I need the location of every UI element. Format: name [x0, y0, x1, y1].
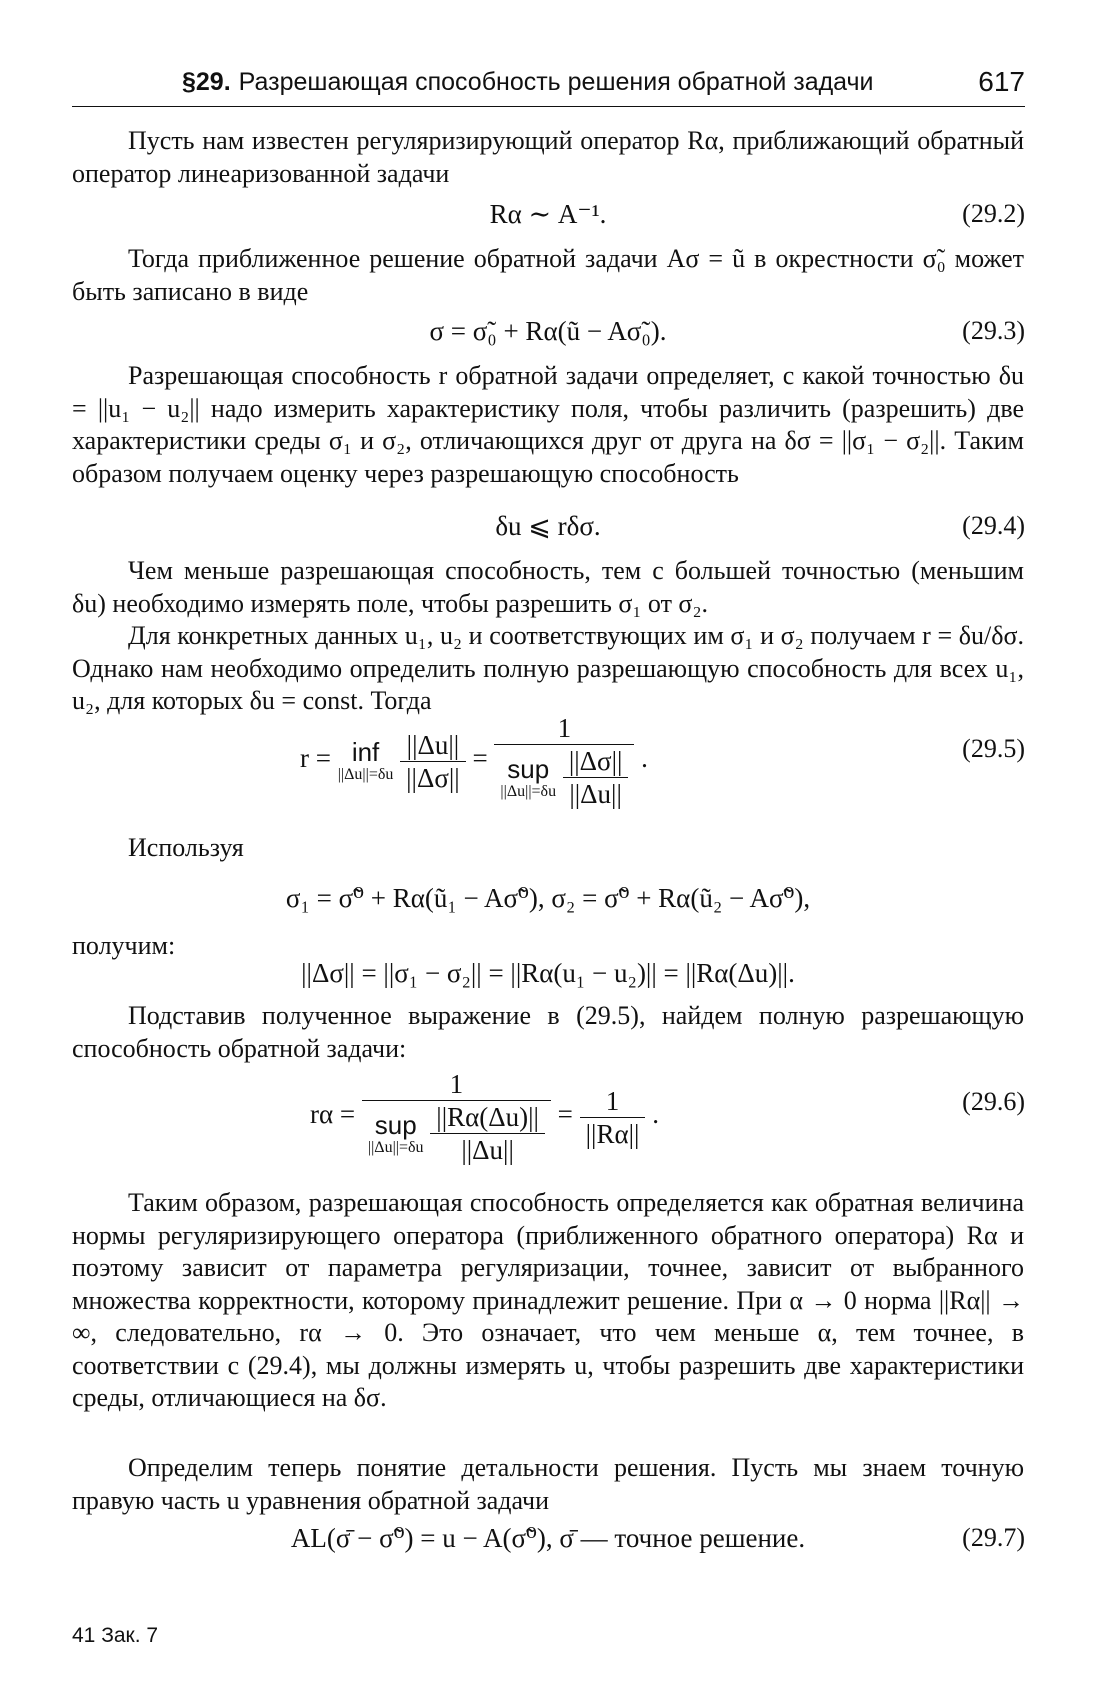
sup-operator: sup	[507, 753, 550, 784]
sup-subscript: ||Δu||=δu	[500, 782, 557, 800]
inner-fraction-numerator: ||Δσ||	[568, 746, 623, 776]
eq-29-6-denominator	[362, 1100, 551, 1166]
eq-29-6-inner-numerator: ||Rα(Δu)||	[436, 1102, 539, 1132]
eq-29-6-fraction-2-numerator: 1	[605, 1085, 620, 1116]
equation-29-4: δu ⩽ rδσ.	[495, 511, 601, 541]
paragraph-8: Подставив полученное выражение в (29.5), найдем полную разрешающую способность обратной задачи:	[72, 1001, 1024, 1063]
fraction-1-numerator: ||Δu||	[406, 729, 460, 760]
equation-number-29-7: (29.7)	[962, 1523, 1025, 1552]
equation-number-29-4: (29.4)	[962, 511, 1025, 540]
eq-29-6-fraction-2	[580, 1085, 646, 1150]
paragraph-5: Для конкретных данных u₁, u₂ и соответствующих им σ₁ и σ₂ получаем r = δu/δσ. Однако нам необходимо определить полную разрешающую способность для всех u₁, u₂, для которых δu = const. Тогда	[72, 621, 1024, 715]
running-head	[72, 66, 1025, 107]
paragraph-10: Определим теперь понятие детальности решения. Пусть мы знаем точную правую часть u уравнения обратной задачи	[72, 1453, 1024, 1515]
fraction-2-numerator: 1	[557, 713, 572, 743]
eq-29-5-fraction-1	[400, 729, 466, 794]
equation-29-6	[310, 1068, 659, 1166]
equation-sigma: σ₁ = σ̃⁰ + Rα(ũ₁ − Aσ̃⁰), σ₂ = σ̃⁰ + Rα(ũ₂ − Aσ̃⁰),	[285, 883, 811, 913]
eq-29-6-inner-fraction	[430, 1101, 545, 1166]
inf-subscript: ||Δu||=δu	[337, 766, 394, 783]
eq-29-6-fraction-1	[362, 1068, 551, 1166]
eq-29-6-inner-denominator: ||Δu||	[430, 1133, 545, 1166]
paragraph-1: Пусть нам известен регуляризирующий оператор Rα, приближающий обратный оператор линеаризованной задачи	[72, 126, 1024, 188]
sup-operator-block	[500, 755, 556, 801]
footer-signature: 41 Зак. 7	[72, 1624, 159, 1647]
eq-29-6-period: .	[652, 1099, 659, 1130]
equation-29-2: Rα ∼ A⁻¹.	[489, 199, 607, 229]
equation-norm: ||Δσ|| = ||σ₁ − σ₂|| = ||Rα(u₁ − u₂)|| = ||Rα(Δu)||.	[301, 958, 795, 988]
paragraph-7: получим:	[72, 931, 176, 960]
equation-number-29-5: (29.5)	[962, 734, 1025, 763]
equation-number-29-3: (29.3)	[962, 316, 1025, 345]
eq-29-5-inf	[338, 738, 394, 784]
eq-29-6-sup-block	[368, 1111, 424, 1157]
eq-29-5-fraction-2	[494, 712, 634, 810]
paragraph-2: Тогда приближенное решение обратной задачи Aσ = ũ в окрестности σ̃₀ может быть записано в виде	[72, 244, 1024, 306]
inner-fraction	[563, 745, 629, 810]
equation-29-5	[300, 712, 648, 810]
equation-number-29-2: (29.2)	[962, 199, 1025, 228]
section-number: §29.	[182, 68, 231, 96]
inf-operator: inf	[351, 737, 380, 767]
section-title: Разрешающая способность решения обратной задачи	[238, 68, 874, 96]
page-number: 617	[978, 66, 1025, 97]
paragraph-9: Таким образом, разрешающая способность определяется как обратная величина нормы регуляризирующего оператора (приближенного обратного оператора) Rα и поэтому зависит от параметра регуляризации, точнее, зависит от выбранного множества корректности, которому принадлежит решение. При α → 0 норма ||Rα|| → ∞, следовательно, rα → 0. Это означает, что чем меньше α, тем точнее, в соответствии с (29.4), мы должны измерять u, чтобы разрешить две характеристики среды, отличающиеся на δσ.	[72, 1188, 1025, 1412]
running-head-title	[182, 68, 874, 97]
eq-29-6-equals: =	[557, 1099, 573, 1130]
eq-29-6-sup-operator: sup	[374, 1109, 417, 1140]
eq-29-5-equals: =	[472, 743, 488, 774]
eq-29-6-numerator: 1	[449, 1069, 464, 1099]
inner-fraction-denominator: ||Δu||	[563, 777, 629, 810]
equation-29-7: AL(σ̄ − σ̃⁰) = u − A(σ̃⁰), σ̄ — точное решение.	[290, 1523, 806, 1553]
eq-29-6-sup-subscript: ||Δu||=δu	[367, 1138, 424, 1156]
eq-29-6-lhs: rα =	[310, 1099, 356, 1130]
paragraph-3: Разрешающая способность r обратной задачи определяет, с какой точностью δu = ||u₁ − u₂|| надо измерить характеристику поля, чтобы различить (разрешить) две характеристики среды σ₁ и σ₂, отличающихся друг от друга на δσ = ||σ₁ − σ₂||. Таким образом получаем оценку через разрешающую способность	[72, 361, 1024, 488]
eq-29-5-period: .	[641, 743, 648, 774]
eq-29-6-fraction-2-denominator: ||Rα||	[580, 1117, 646, 1150]
fraction-2-denominator	[494, 744, 634, 810]
equation-29-3: σ = σ̃₀ + Rα(ũ − Aσ̃₀).	[429, 316, 667, 346]
eq-29-5-lhs: r =	[300, 743, 331, 774]
fraction-1-denominator: ||Δσ||	[400, 761, 466, 794]
equation-number-29-6: (29.6)	[962, 1087, 1025, 1116]
paragraph-4: Чем меньше разрешающая способность, тем с большей точностью (меньшим δu) необходимо измерять поле, чтобы разрешить σ₁ от σ₂.	[72, 556, 1024, 618]
paragraph-6: Используя	[128, 833, 244, 862]
